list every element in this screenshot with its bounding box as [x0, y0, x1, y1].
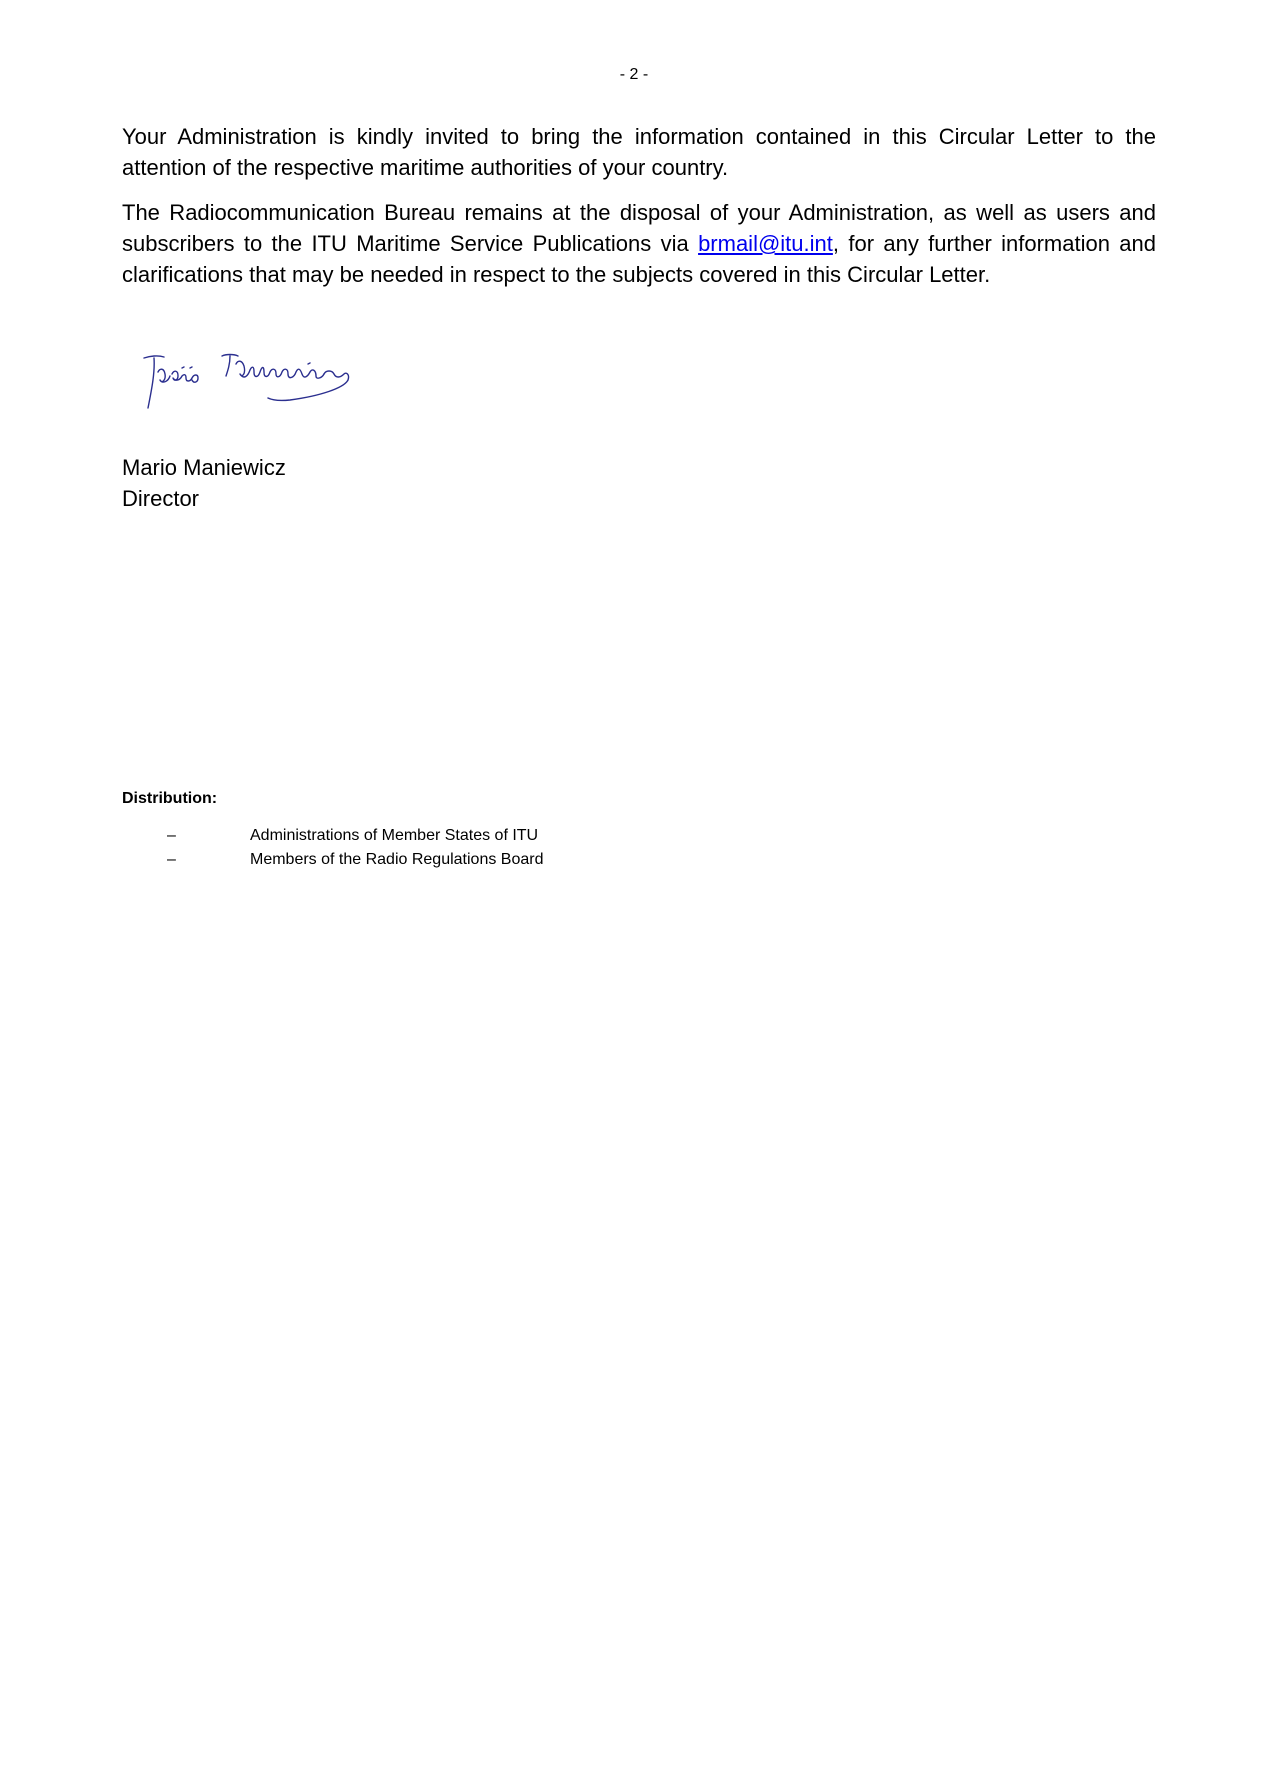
signer-name: Mario Maniewicz	[122, 455, 286, 480]
distribution-list	[122, 824, 544, 872]
distribution-item-text: Administrations of Member States of ITU	[250, 827, 539, 844]
signer-title: Director	[122, 486, 200, 511]
email-link[interactable]: brmail@itu.int	[698, 231, 833, 256]
distribution-heading: Distribution:	[122, 790, 218, 807]
paragraph-bureau-text-end: , for any further information and clarifications that may be needed in respect to the subjects covered in this Circular Letter.	[122, 231, 1156, 287]
distribution-item	[122, 848, 544, 872]
handwritten-signature	[140, 350, 400, 430]
paragraph-invitation-text: Your Administration is kindly invited to bring the information contained in this Circular Letter to the attention of the respective maritime authorities of your country.	[122, 124, 1156, 180]
paragraph-bureau-contact	[122, 197, 1156, 290]
list-dash: –	[167, 827, 176, 844]
distribution-item	[122, 824, 544, 848]
paragraph-bureau-text-start: The Radiocommunication Bureau remains at the disposal of your Administration, as well as users and subscribers to the ITU Maritime Service Publications via	[122, 200, 1156, 256]
paragraph-bureau-contact-text	[122, 197, 1156, 290]
distribution-item-text: Members of the Radio Regulations Board	[250, 851, 544, 868]
paragraph-invitation	[122, 121, 1156, 183]
page-number: - 2 -	[619, 66, 649, 83]
list-dash: –	[167, 851, 176, 868]
